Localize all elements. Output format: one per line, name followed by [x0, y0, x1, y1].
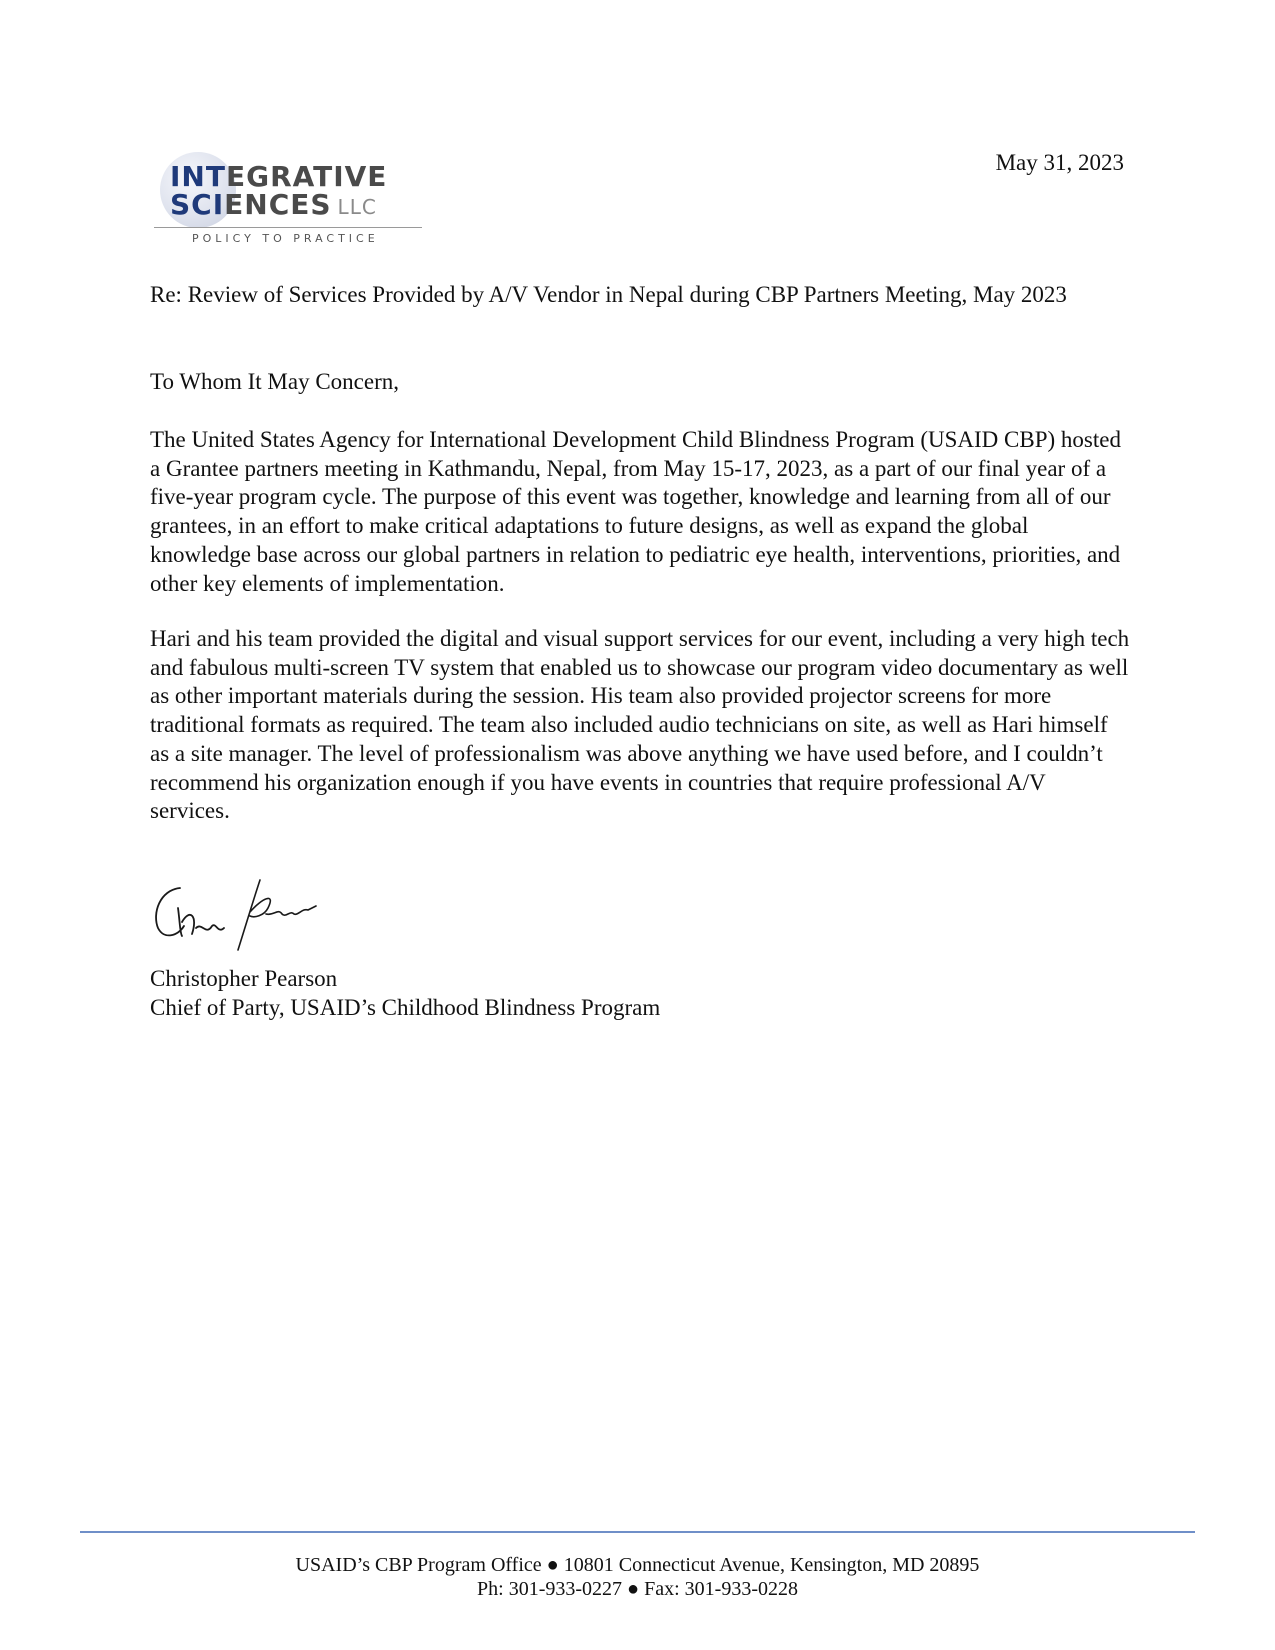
footer-divider — [80, 1531, 1195, 1533]
subject-line: Re: Review of Services Provided by A/V Vendor in Nepal during CBP Partners Meeting, May 2023 — [150, 282, 1067, 307]
body-paragraph-2: Hari and his team provided the digital and visual support services for our event, including a very high tech and fabulous multi-screen TV system that enabled us to showcase our program video documentary as well as other important materials during the session. His team also provided projector screens for more traditional formats as required. The team also included audio technicians on site, as well as Hari himself as a site manager. The level of professionalism was above anything we have used before, and I couldn’t recommend his organization enough if you have events in countries that require professional A/V services. — [150, 626, 1130, 824]
logo-suffix: LLC — [337, 195, 377, 219]
signer-title: Chief of Party, USAID’s Childhood Blindness Program — [150, 995, 661, 1020]
letter-date: May 31, 2023 — [995, 150, 1124, 175]
salutation: To Whom It May Concern, — [150, 369, 400, 394]
logo-tagline: POLICY TO PRACTICE — [192, 232, 379, 245]
logo-line-2: SCIENCES LLC — [170, 188, 377, 221]
footer-address: USAID’s CBP Program Office ● 10801 Connecticut Avenue, Kensington, MD 20895 — [295, 1554, 980, 1576]
body-paragraph-1: The United States Agency for International Development Child Blindness Program (USAID CBP) hosted a Grantee partners meeting in Kathmandu, Nepal, from May 15-17, 2023, as a part of our final year of a five-year program cycle. The purpose of this event was together, knowledge and learning from all of our grantees, in an effort to make critical adaptations to future designs, as well as expand the global knowledge base across our global partners in relation to pediatric eye health, interventions, priorities, and other key elements of implementation. — [150, 427, 1121, 596]
handwritten-signature — [150, 878, 320, 958]
signer-name: Christopher Pearson — [150, 966, 338, 991]
logo-divider — [154, 227, 422, 228]
footer-contact: Ph: 301-933-0227 ● Fax: 301-933-0228 — [477, 1578, 798, 1600]
company-logo — [152, 150, 437, 248]
logo-line-1: INTEGRATIVE — [170, 160, 388, 193]
